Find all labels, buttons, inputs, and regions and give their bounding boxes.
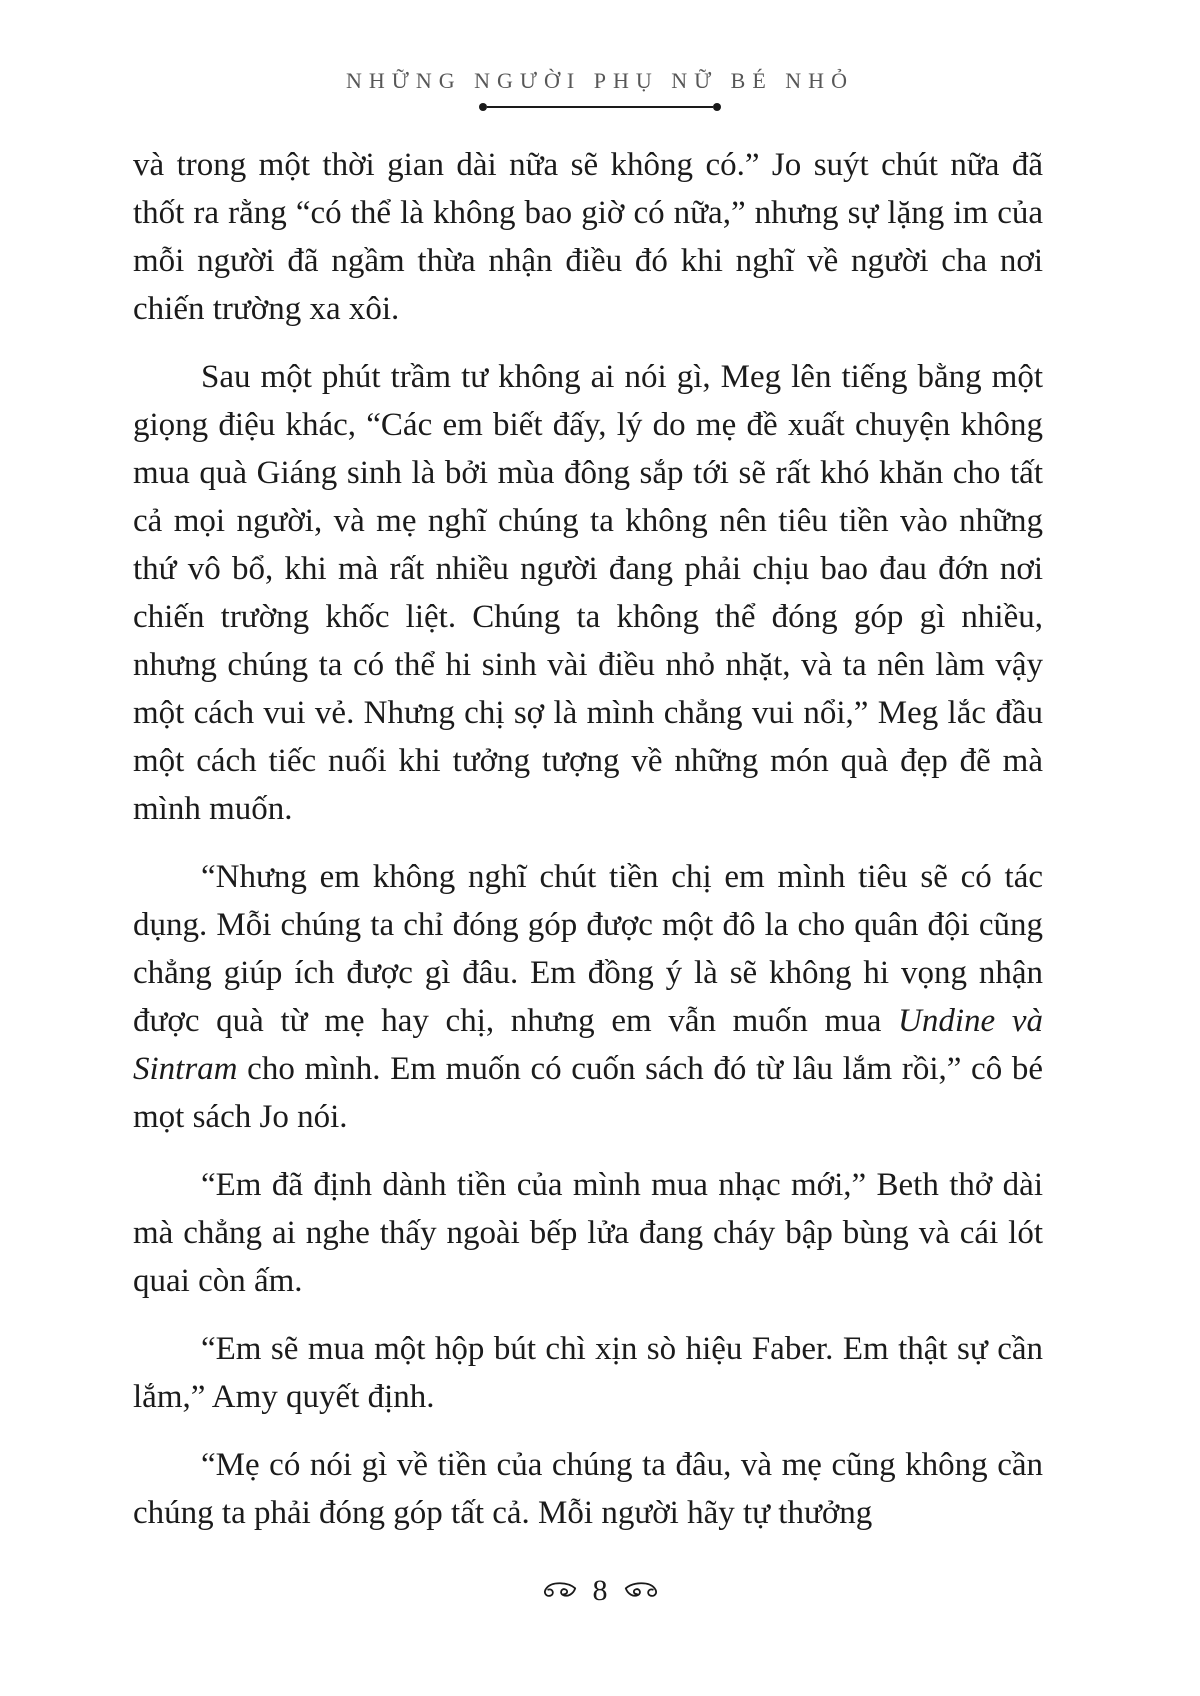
- divider-right-dot: [713, 103, 721, 111]
- body-text: [133, 141, 1043, 1557]
- running-title: NHỮNG NGƯỜI PHỤ NỮ BÉ NHỎ: [346, 68, 854, 93]
- paragraph-text: “Em đã định dành tiền của mình mua nhạc mới,” Beth thở dài mà chẳng ai nghe thấy ngoài bếp lửa đang cháy bập bùng và cái lót quai còn ấm.: [133, 1167, 1043, 1299]
- paragraph: [133, 853, 1043, 1141]
- header-divider: [0, 103, 1200, 111]
- italic-book-title: Undine và Sintram: [133, 1003, 1044, 1087]
- page-number: 8: [592, 1574, 608, 1607]
- paragraph-text: Sau một phút trầm tư không ai nói gì, Meg lên tiếng bằng một giọng điệu khác, “Các em biết đấy, lý do mẹ đề xuất chuyện không mua quà Giáng sinh là bởi mùa đông sắp tới sẽ rất khó khăn cho tất cả mọi người, và mẹ nghĩ chúng ta không nên tiêu tiền vào những thứ vô bổ, khi mà rất nhiều người đang phải chịu bao đau đớn nơi chiến trường khốc liệt. Chúng ta không thể đóng góp gì nhiều, nhưng chúng ta có thể hi sinh vài điều nhỏ nhặt, và ta nên làm vậy một cách vui vẻ. Nhưng chị sợ là mình chẳng vui nổi,” Meg lắc đầu một cách tiếc nuối khi tưởng tượng về những món quà đẹp đẽ mà mình muốn.: [133, 359, 1043, 827]
- paragraph-text: “Mẹ có nói gì về tiền của chúng ta đâu, và mẹ cũng không cần chúng ta phải đóng góp tất cả. Mỗi người hãy tự thưởng: [133, 1447, 1043, 1531]
- page-footer: [0, 1576, 1200, 1606]
- paragraph-text: “Em sẽ mua một hộp bút chì xịn sò hiệu Faber. Em thật sự cần lắm,” Amy quyết định.: [133, 1331, 1043, 1415]
- fleuron-left-icon: [541, 1580, 577, 1602]
- paragraph: [133, 1441, 1043, 1537]
- page-header: [0, 68, 1200, 111]
- fleuron-right-icon: [624, 1580, 660, 1602]
- divider-left-dot: [479, 103, 487, 111]
- paragraph: [133, 141, 1043, 333]
- paragraph-text: cho mình. Em muốn có cuốn sách đó từ lâu lắm rồi,” cô bé mọt sách Jo nói.: [133, 1051, 1043, 1135]
- paragraph: [133, 353, 1043, 833]
- paragraph: [133, 1161, 1043, 1305]
- divider-line: [487, 106, 713, 108]
- paragraph: [133, 1325, 1043, 1421]
- paragraph-text: “Nhưng em không nghĩ chút tiền chị em mình tiêu sẽ có tác dụng. Mỗi chúng ta chỉ đóng góp được một đô la cho quân đội cũng chẳng giúp ích được gì đâu. Em đồng ý là sẽ không hi vọng nhận được quà từ mẹ hay chị, nhưng em vẫn muốn mua: [133, 859, 1043, 1039]
- paragraph-text: và trong một thời gian dài nữa sẽ không có.” Jo suýt chút nữa đã thốt ra rằng “có thể là không bao giờ có nữa,” nhưng sự lặng im của mỗi người đã ngầm thừa nhận điều đó khi nghĩ về người cha nơi chiến trường xa xôi.: [133, 147, 1043, 327]
